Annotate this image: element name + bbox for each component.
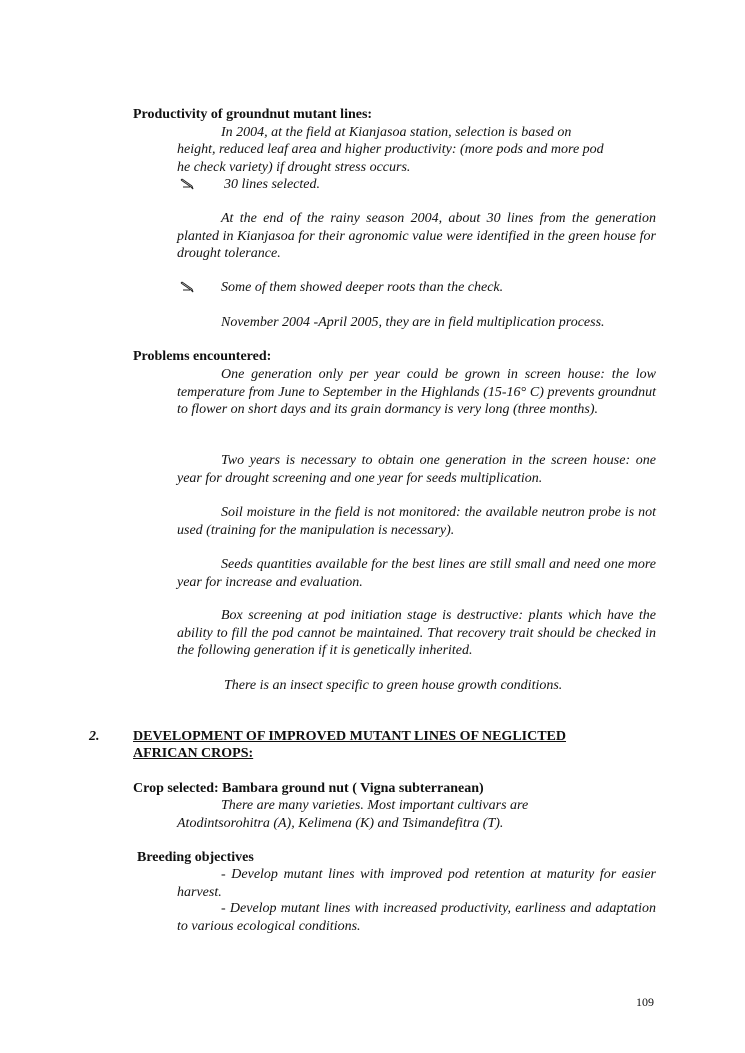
problem-item: There is an insect specific to green house growth conditions.: [224, 678, 563, 693]
problem-text: Box screening at pod initiation stage is destructive: plants which have the ability to fill the pod cannot be maintained. That recovery trait should be checked in the following generation if it is genetically inherited.: [177, 608, 656, 658]
problem-item: [177, 607, 656, 660]
problem-item: [177, 366, 656, 419]
crop-heading: Crop selected: Bambara ground nut ( Vigna subterranean): [133, 781, 484, 796]
paragraph-line: There are many varieties. Most important cultivars are: [221, 798, 529, 813]
problem-text: One generation only per year could be grown in screen house: the low temperature from June to September in the Highlands (15-16° C) prevents groundnut to flower on short days and its grain dormancy is very long (three months).: [177, 367, 656, 417]
paragraph-line: In 2004, at the field at Kianjasoa station, selection is based on: [221, 125, 572, 140]
objective-text: - Develop mutant lines with improved pod retention at maturity for easier harvest.: [177, 867, 656, 900]
section-heading-problems: Problems encountered:: [133, 349, 272, 364]
paragraph-line: he check variety) if drought stress occurs.: [177, 160, 411, 175]
paragraph-line: Atodintsorohitra (A), Kelimena (K) and Tsimandefitra (T).: [177, 816, 504, 831]
pencil-bullet-icon: [180, 178, 194, 190]
objective-item: [177, 866, 656, 901]
bullet-text: 30 lines selected.: [224, 177, 321, 192]
problem-text: Seeds quantities available for the best lines are still small and need one more year for increase and evaluation.: [177, 557, 656, 590]
page-number: 109: [636, 995, 654, 1009]
breeding-heading: Breeding objectives: [137, 850, 254, 865]
section-title: AFRICAN CROPS:: [133, 746, 254, 761]
problem-item: [177, 504, 656, 539]
bullet-text: Some of them showed deeper roots than the check.: [221, 280, 504, 295]
paragraph-text: At the end of the rainy season 2004, about 30 lines from the generation planted in Kianjasoa for their agronomic value were identified in the green house for drought tolerance.: [177, 211, 656, 261]
paragraph: [177, 210, 656, 263]
problem-text: Soil moisture in the field is not monitored: the available neutron probe is not used (training for the manipulation is necessary).: [177, 505, 656, 538]
problem-item: [177, 556, 656, 591]
objective-item: [177, 900, 656, 935]
paragraph-line: height, reduced leaf area and higher productivity: (more pods and more pod: [177, 142, 604, 157]
section-number: 2.: [89, 729, 100, 744]
problem-item: [177, 452, 656, 487]
paragraph-line: November 2004 -April 2005, they are in field multiplication process.: [221, 315, 605, 330]
pencil-bullet-icon: [180, 281, 194, 293]
objective-text: - Develop mutant lines with increased productivity, earliness and adaptation to various ecological conditions.: [177, 901, 656, 934]
section-title: DEVELOPMENT OF IMPROVED MUTANT LINES OF NEGLICTED: [133, 729, 567, 744]
problem-text: Two years is necessary to obtain one generation in the screen house: one year for drought screening and one year for seeds multiplication.: [177, 453, 656, 486]
section-heading-productivity: Productivity of groundnut mutant lines:: [133, 107, 373, 122]
